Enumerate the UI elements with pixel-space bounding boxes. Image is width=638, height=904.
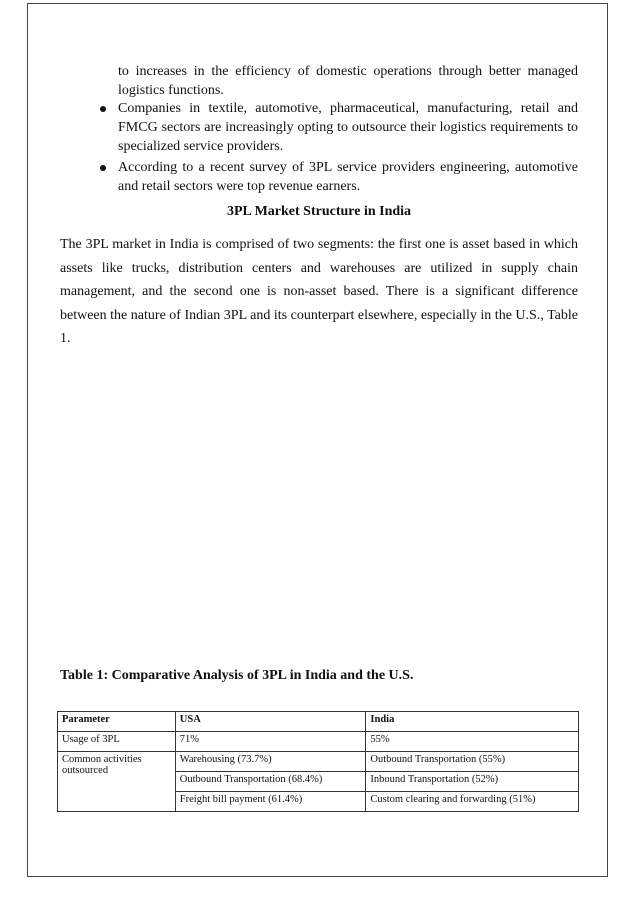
table-cell: Warehousing (73.7%): [175, 752, 366, 772]
table-cell: 55%: [366, 732, 579, 752]
table-cell: Custom clearing and forwarding (51%): [366, 792, 579, 812]
header-cell: Parameter: [58, 712, 176, 732]
bullet-icon: [100, 106, 106, 112]
table-cell: Common activities outsourced: [58, 752, 176, 812]
table-cell: Outbound Transportation (55%): [366, 752, 579, 772]
continuation-text: to increases in the efficiency of domestic operations through better managed logistics functions.: [118, 64, 578, 98]
table-cell: Inbound Transportation (52%): [366, 772, 579, 792]
bullet-item: [90, 99, 578, 156]
table-cell: Outbound Transportation (68.4%): [175, 772, 366, 792]
bullet-text: Companies in textile, automotive, pharmaceutical, manufacturing, retail and FMCG sectors are increasingly opting to outsource their logistics requirements to specialized service providers.: [118, 101, 578, 154]
comparison-table: [57, 711, 579, 812]
table-row: [58, 752, 579, 772]
bullet-item: [90, 158, 578, 196]
table-cell: 71%: [175, 732, 366, 752]
body-paragraph: The 3PL market in India is comprised of two segments: the first one is asset based in which assets like trucks, distribution centers and warehouses are utilized in supply chain management, and the second one is non-asset based. There is a significant difference between the nature of Indian 3PL and its counterpart elsewhere, especially in the U.S., Table 1.: [60, 237, 578, 346]
table-caption: Table 1: Comparative Analysis of 3PL in India and the U.S.: [60, 668, 414, 683]
table-cell: Usage of 3PL: [58, 732, 176, 752]
header-cell: USA: [175, 712, 366, 732]
bullet-icon: [100, 165, 106, 171]
bullet-list: [90, 99, 578, 198]
table-header-row: [58, 712, 579, 732]
bullet-text: According to a recent survey of 3PL service providers engineering, automotive and retail sectors were top revenue earners.: [118, 160, 578, 194]
section-heading: 3PL Market Structure in India: [226, 204, 412, 219]
header-cell: India: [366, 712, 579, 732]
table-cell: Freight bill payment (61.4%): [175, 792, 366, 812]
table-row: [58, 732, 579, 752]
